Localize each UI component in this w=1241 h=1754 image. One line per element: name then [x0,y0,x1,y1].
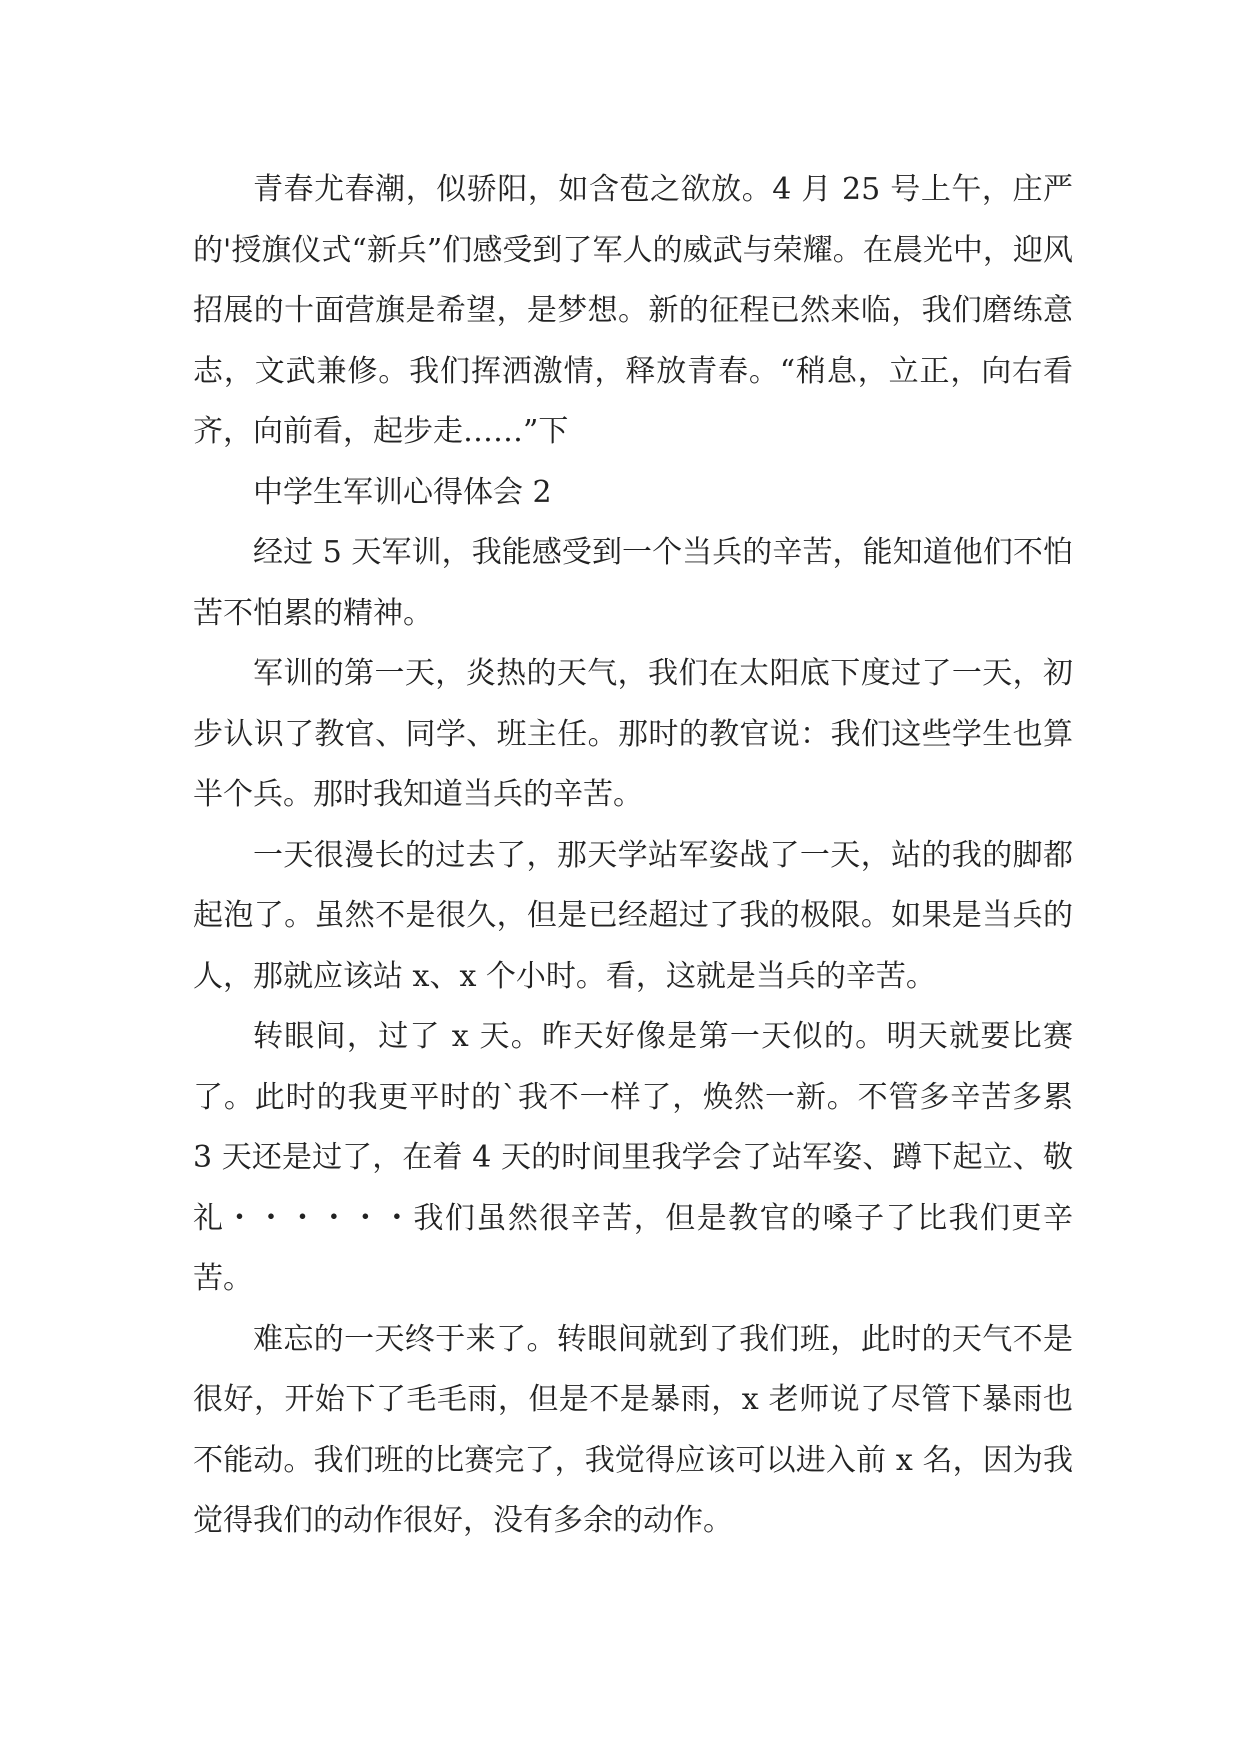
paragraph-5: 难忘的一天终于来了。转眼间就到了我们班，此时的天气不是很好，开始下了毛毛雨，但是不是暴雨，x 老师说了尽管下暴雨也不能动。我们班的比赛完了，我觉得应该可以进入前 x 名，因为我觉得我们的动作很好，没有多余的动作。 [193,1321,1073,1538]
paragraph-3: 一天很漫长的过去了，那天学站军姿战了一天，站的我的脚都起泡了。虽然不是很久，但是已经超过了我的极限。如果是当兵的人，那就应该站 x、x 个小时。看，这就是当兵的辛苦。 [193,837,1073,994]
paragraph-intro: 青春尤春潮，似骄阳，如含苞之欲放。4 月 25 号上午，庄严的'授旗仪式“新兵”们感受到了军人的威武与荣耀。在晨光中，迎风招展的十面营旗是希望，是梦想。新的征程已然来临，我们磨练意志，文武兼修。我们挥洒激情，释放青春。“稍息，立正，向右看齐，向前看，起步走……”下 [193,172,1073,449]
document-body [193,160,1073,1552]
section-heading: 中学生军训心得体会 2 [253,474,552,510]
paragraph-2: 军训的第一天，炎热的天气，我们在太阳底下度过了一天，初步认识了教官、同学、班主任。那时的教官说：我们这些学生也算半个兵。那时我知道当兵的辛苦。 [193,656,1073,812]
paragraph-4: 转眼间，过了 x 天。昨天好像是第一天似的。明天就要比赛了。此时的我更平时的`我不一样了，焕然一新。不管多辛苦多累 3 天还是过了，在着 4 天的时间里我学会了站军姿、蹲下起立、敬礼・・・・・・我们虽然很辛苦，但是教官的嗓子了比我们更辛苦。 [193,1019,1073,1296]
paragraph-1: 经过 5 天军训，我能感受到一个当兵的辛苦，能知道他们不怕苦不怕累的精神。 [193,535,1073,631]
